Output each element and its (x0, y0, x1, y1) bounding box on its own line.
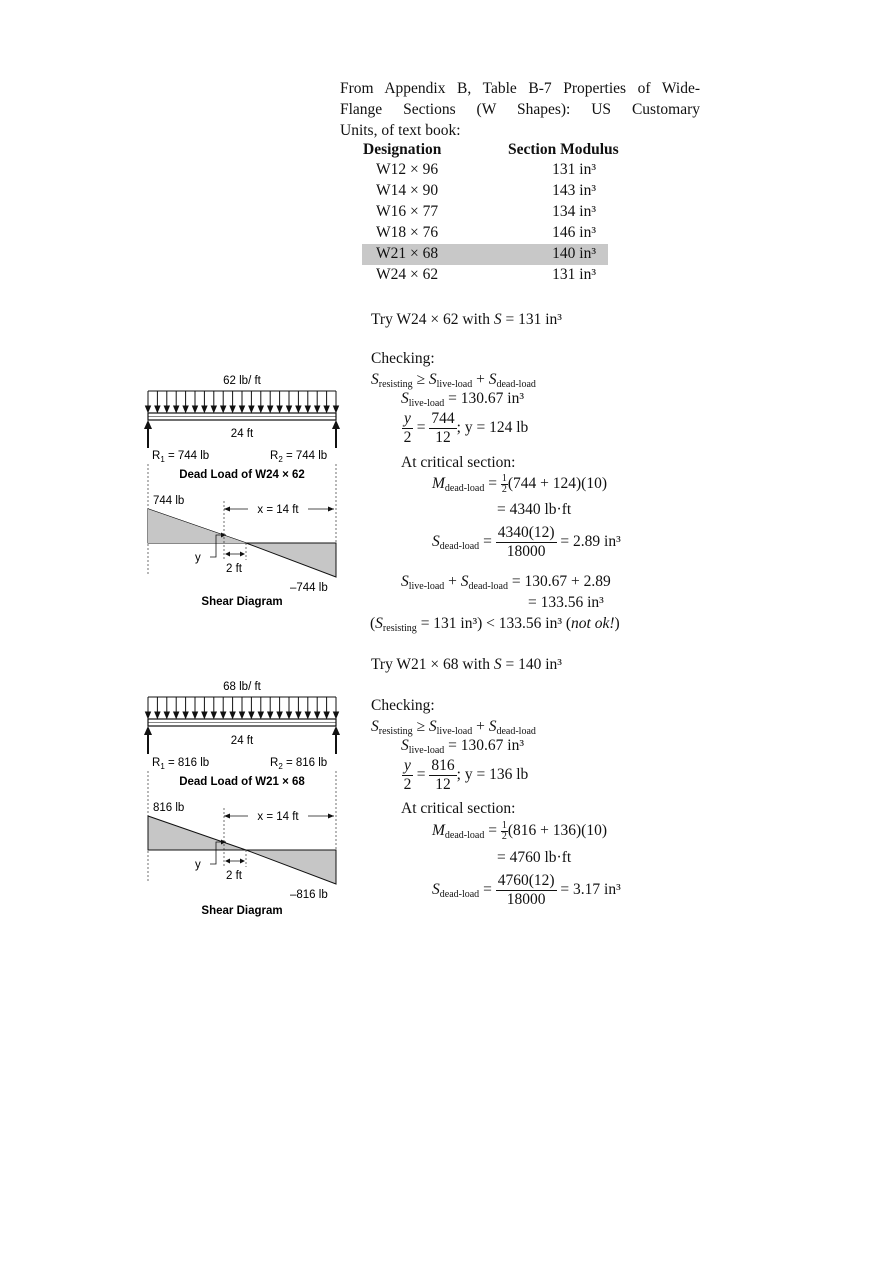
reaction-right-label: $R_2 = 744$ lb (270, 450, 328, 464)
intro-paragraph (340, 78, 700, 141)
trial2-moment: $M_{dead-load}$ = $\frac{1}{2}$ (816 + 136)(10) (432, 820, 607, 842)
designation-cell: W16 × 77 (376, 203, 439, 220)
span-label: 24 ft (230, 428, 254, 440)
trial1-statement: Try W24 × 62 with S = 131 in³ (371, 311, 562, 328)
intro-line-2: Flange Sections (W Shapes): US Customary (340, 101, 700, 118)
table-row (362, 181, 608, 202)
reaction-left-label: $R_1 = 744$ lb (152, 450, 210, 464)
trial1-inequality: $S_{resisting} \ge S_{live-load} + S_{dead-load}$ (371, 371, 536, 390)
table-row (362, 202, 608, 223)
load-arrow-head (193, 712, 198, 718)
span-label: 24 ft (230, 735, 254, 747)
load-arrow-head (315, 406, 320, 412)
svg-text:2 ft: 2 ft (226, 563, 242, 575)
load-arrow-head (211, 712, 216, 718)
shear-negative-area (246, 543, 336, 577)
load-arrow-head (230, 712, 235, 718)
trial2-checking: Checking: (371, 697, 435, 714)
shear-positive-label: 744 lb (153, 495, 185, 507)
load-arrow-head (334, 406, 339, 412)
load-arrow-head (334, 712, 339, 718)
modulus-cell: 140 in³ (552, 245, 596, 262)
trial1-s-dead: $S_{dead-load}$ = $\frac{4340(12)}{18000}$ = 2.89 in³ (432, 524, 621, 560)
beam-diagram-2 (140, 676, 350, 918)
modulus-cell: 131 in³ (552, 161, 596, 178)
load-arrow-head (146, 406, 151, 412)
trial2-statement: Try W21 × 68 with S = 140 in³ (371, 656, 562, 673)
modulus-cell: 143 in³ (552, 182, 596, 199)
load-arrow-head (183, 712, 188, 718)
x-dimension (224, 808, 334, 824)
load-arrow-head (296, 712, 301, 718)
trial1-checking: Checking: (371, 350, 435, 367)
load-arrow-head (324, 712, 329, 718)
load-arrow-head (268, 712, 273, 718)
svg-text:y: y (195, 859, 201, 871)
trial2-moment-value: = 4760 lb·ft (497, 849, 572, 866)
svg-text:2 ft: 2 ft (226, 870, 242, 882)
load-arrow-head (249, 712, 254, 718)
modulus-cell: 146 in³ (552, 224, 596, 241)
load-arrow-head (305, 712, 310, 718)
load-arrow-head (221, 406, 226, 412)
trial1-sum: $S_{live-load} + S_{dead-load} = 130.67 + 2.89$ (401, 573, 611, 592)
load-arrow-head (155, 712, 160, 718)
load-arrow-head (277, 712, 282, 718)
table-header-designation: Designation (363, 141, 442, 158)
trial1-ratio: $\frac{y}{2}$ = $\frac{744}{12}$ ; y = 124 lb (403, 410, 529, 446)
shear-negative-label: –744 lb (290, 582, 328, 594)
intro-line-3: Units, of text book: (340, 122, 461, 139)
load-arrow-head (202, 406, 207, 412)
table-row (362, 223, 608, 244)
load-arrow-head (258, 406, 263, 412)
table-row-highlighted (362, 244, 608, 265)
reaction-left-label: $R_1 = 816$ lb (152, 757, 210, 771)
designation-cell: W18 × 76 (376, 224, 439, 241)
load-arrow-head (249, 406, 254, 412)
modulus-cell: 134 in³ (552, 203, 596, 220)
load-arrow-head (174, 406, 179, 412)
trial2-live-load: $S_{live-load} = 130.67$ in³ (401, 737, 524, 756)
load-label: 68 lb/ ft (223, 681, 261, 693)
trial1-moment-value: = 4340 lb·ft (497, 501, 572, 518)
svg-text:x = 14 ft: x = 14 ft (257, 504, 299, 516)
designation-cell: W24 × 62 (376, 266, 439, 283)
dead-load-caption: Dead Load of W24 × 62 (179, 469, 305, 481)
trial2-critical: At critical section: (401, 800, 516, 817)
load-label: 62 lb/ ft (223, 375, 261, 387)
load-arrow-head (183, 406, 188, 412)
support-arrow-right (332, 420, 340, 448)
load-arrow-head (277, 406, 282, 412)
load-arrow-head (230, 406, 235, 412)
shear-positive-label: 816 lb (153, 802, 185, 814)
load-arrow-head (164, 406, 169, 412)
designation-cell: W14 × 90 (376, 182, 439, 199)
load-arrow-head (221, 712, 226, 718)
load-arrow-head (202, 712, 207, 718)
shear-diagram-caption: Shear Diagram (201, 905, 283, 917)
svg-text:y: y (195, 552, 201, 564)
load-arrow-head (211, 406, 216, 412)
support-arrow-left (144, 726, 152, 754)
reaction-right-label: $R_2 = 816$ lb (270, 757, 328, 771)
two-ft-dimension (224, 517, 246, 575)
trial1-conclusion: ($S_{resisting} = 131$ in³) < 133.56 in³ (not ok!) (370, 615, 620, 634)
load-arrow-head (240, 712, 245, 718)
table-row (362, 160, 608, 181)
trial2-ratio: $\frac{y}{2}$ = $\frac{816}{12}$ ; y = 136 lb (403, 757, 529, 793)
designation-cell: W21 × 68 (376, 245, 439, 262)
shear-negative-label: –816 lb (290, 889, 328, 901)
trial2-s-dead: $S_{dead-load}$ = $\frac{4760(12)}{18000}$ = 3.17 in³ (432, 872, 621, 908)
distributed-load-arrows (146, 697, 339, 718)
load-arrow-head (268, 406, 273, 412)
designation-cell: W12 × 96 (376, 161, 439, 178)
load-arrow-head (174, 712, 179, 718)
svg-text:x = 14 ft: x = 14 ft (257, 811, 299, 823)
support-arrow-right (332, 726, 340, 754)
load-arrow-head (287, 406, 292, 412)
load-arrow-head (287, 712, 292, 718)
dead-load-caption: Dead Load of W21 × 68 (179, 776, 305, 788)
shear-diagram-caption: Shear Diagram (201, 596, 283, 608)
load-arrow-head (240, 406, 245, 412)
load-arrow-head (146, 712, 151, 718)
x-dimension (224, 501, 334, 517)
load-arrow-head (164, 712, 169, 718)
two-ft-dimension (224, 824, 246, 882)
distributed-load-arrows (146, 391, 339, 412)
trial1-live-load: $S_{live-load} = 130.67$ in³ (401, 390, 524, 409)
load-arrow-head (305, 406, 310, 412)
table-row (362, 265, 608, 286)
table-header-modulus: Section Modulus (508, 141, 619, 158)
shear-negative-area (246, 850, 336, 884)
trial1-moment: $M_{dead-load}$ = $\frac{1}{2}$ (744 + 124)(10) (432, 473, 607, 495)
intro-line-1: From Appendix B, Table B-7 Properties of Wide- (340, 80, 700, 97)
load-arrow-head (324, 406, 329, 412)
beam-diagram-1 (140, 370, 350, 610)
shear-positive-area (148, 816, 246, 850)
load-arrow-head (155, 406, 160, 412)
load-arrow-head (258, 712, 263, 718)
load-arrow-head (315, 712, 320, 718)
trial2-inequality: $S_{resisting} \ge S_{live-load} + S_{dead-load}$ (371, 718, 536, 737)
load-arrow-head (193, 406, 198, 412)
support-arrow-left (144, 420, 152, 448)
load-arrow-head (296, 406, 301, 412)
trial1-sum-value: = 133.56 in³ (528, 594, 604, 611)
trial1-critical: At critical section: (401, 454, 516, 471)
modulus-cell: 131 in³ (552, 266, 596, 283)
